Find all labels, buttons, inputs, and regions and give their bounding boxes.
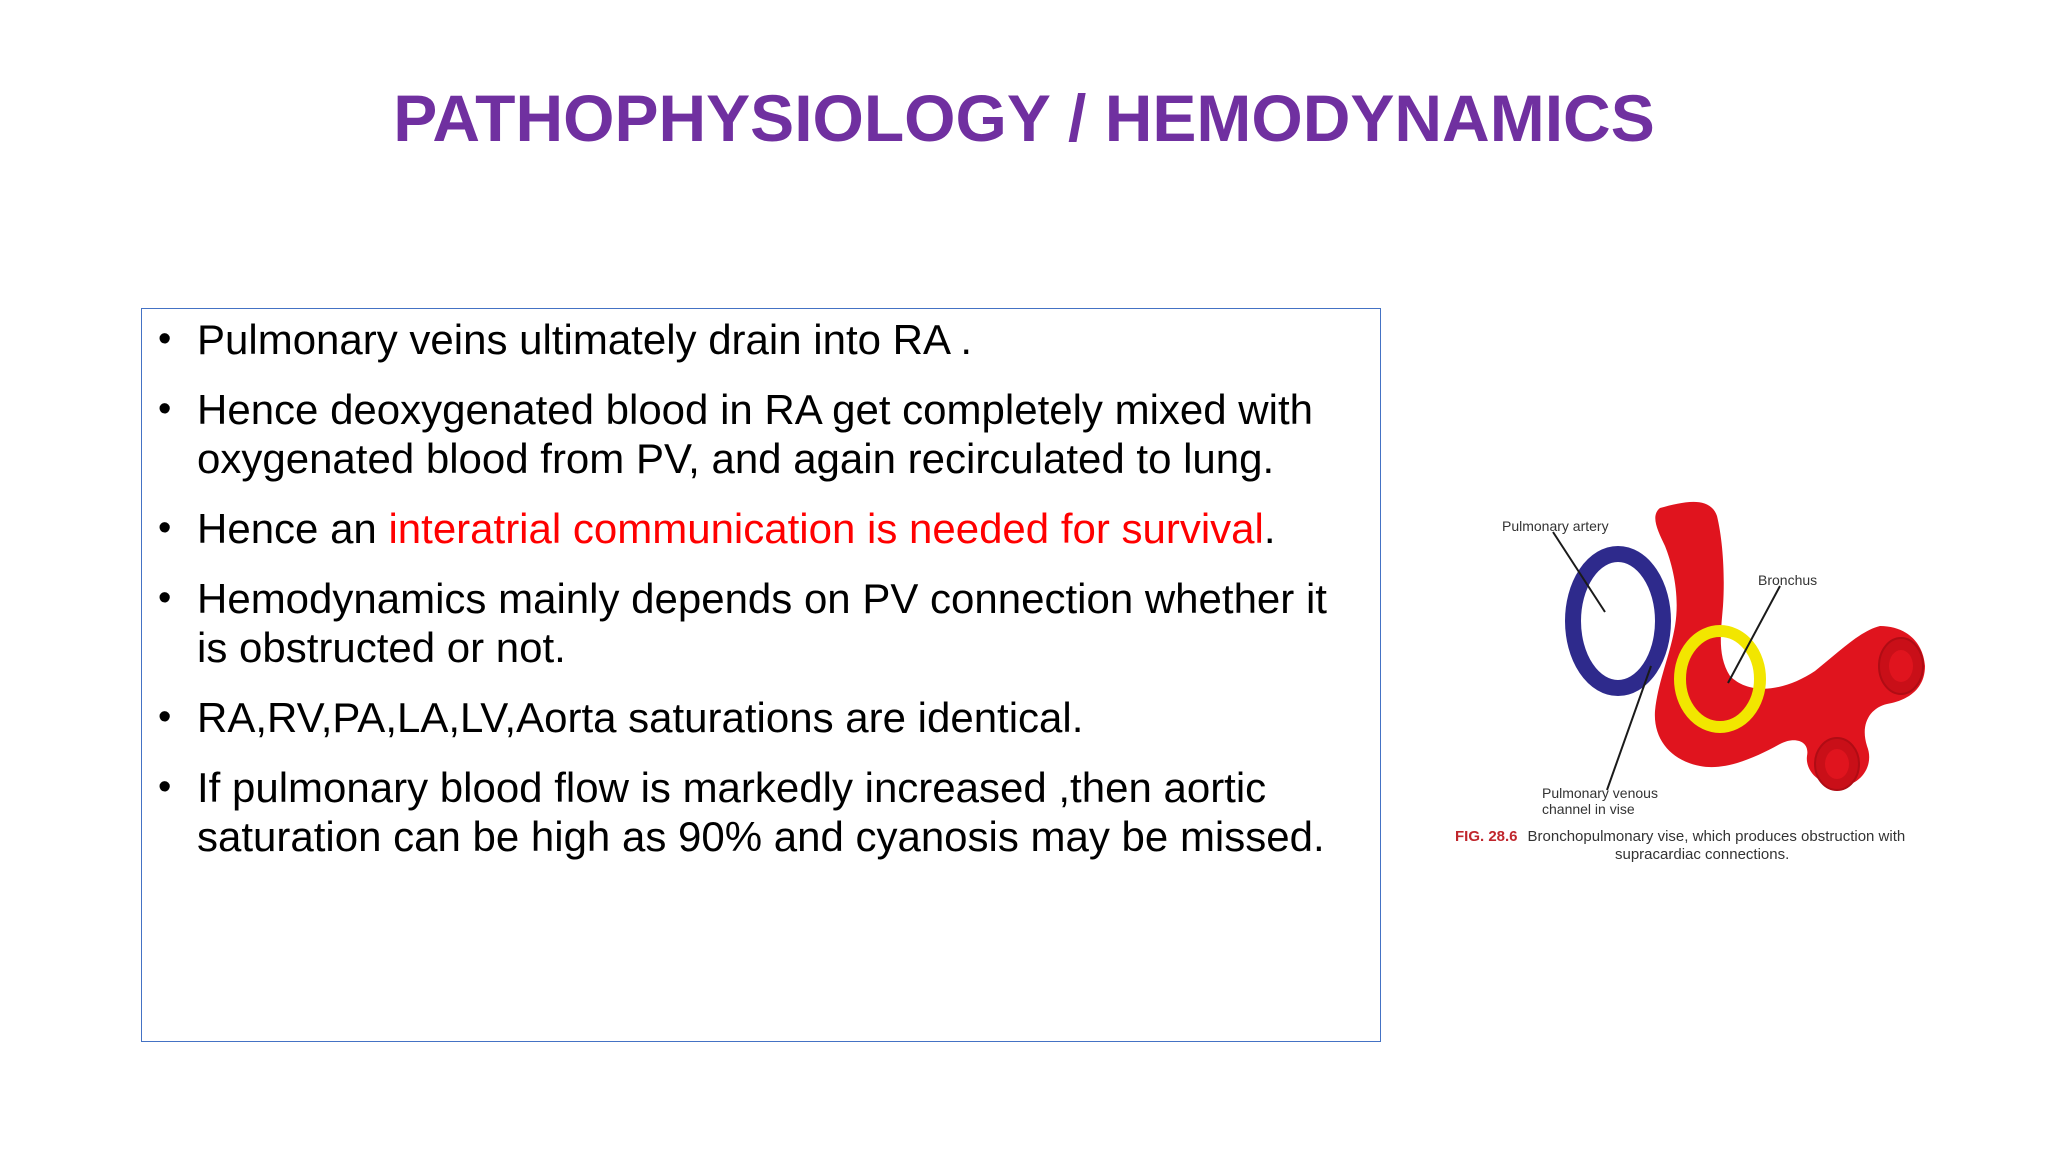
bullet-item <box>156 693 1356 742</box>
bullet-dot: • <box>158 318 172 360</box>
label-pulmonary-artery: Pulmonary artery <box>1502 518 1609 534</box>
bullet-dot: • <box>158 696 172 738</box>
bullet-text: Pulmonary veins ultimately drain into RA . <box>197 316 973 363</box>
figure-caption <box>1455 828 1970 864</box>
bullet-item <box>156 574 1356 672</box>
bullet-text: . <box>1263 505 1276 552</box>
bullet-text: Hemodynamics mainly depends on PV connection whether it is obstructed or not. <box>197 575 1327 671</box>
label-venous-channel-line1: Pulmonary venous <box>1542 785 1658 801</box>
vessel-opening-upper-inner <box>1889 650 1913 682</box>
vessel-opening-lower-inner <box>1825 749 1849 779</box>
bullet-text: RA,RV,PA,LA,LV,Aorta saturations are identical. <box>197 694 1084 741</box>
figure-illustration <box>1455 496 1970 836</box>
bronchopulmonary-vise-figure <box>1455 496 1970 876</box>
slide-title: PATHOPHYSIOLOGY / HEMODYNAMICS <box>393 81 1655 155</box>
bullet-item <box>156 504 1356 553</box>
bullet-dot: • <box>158 577 172 619</box>
figure-number: FIG. 28.6 <box>1455 828 1518 845</box>
label-venous-channel-line2: channel in vise <box>1542 801 1635 817</box>
bullet-text-box <box>141 308 1381 1042</box>
bullet-item <box>156 315 1356 364</box>
bullet-dot: • <box>158 766 172 808</box>
bullet-text: Hence deoxygenated blood in RA get completely mixed with oxygenated blood from PV, and again recirculated to lung. <box>197 386 1313 482</box>
figure-caption-line2: supracardiac connections. <box>1615 846 1790 863</box>
bullet-list <box>156 315 1356 861</box>
label-bronchus: Bronchus <box>1758 572 1818 588</box>
bullet-text: Hence an <box>197 505 389 552</box>
figure-caption-line1: Bronchopulmonary vise, which produces obstruction with <box>1527 828 1906 845</box>
bullet-dot: • <box>158 388 172 430</box>
bullet-highlight-text: interatrial communication is needed for survival <box>388 505 1264 552</box>
bullet-item <box>156 385 1356 483</box>
bullet-dot: • <box>158 507 172 549</box>
bullet-text: If pulmonary blood flow is markedly increased ,then aortic saturation can be high as 90% and cyanosis may be missed. <box>197 764 1325 860</box>
bullet-item <box>156 763 1356 861</box>
